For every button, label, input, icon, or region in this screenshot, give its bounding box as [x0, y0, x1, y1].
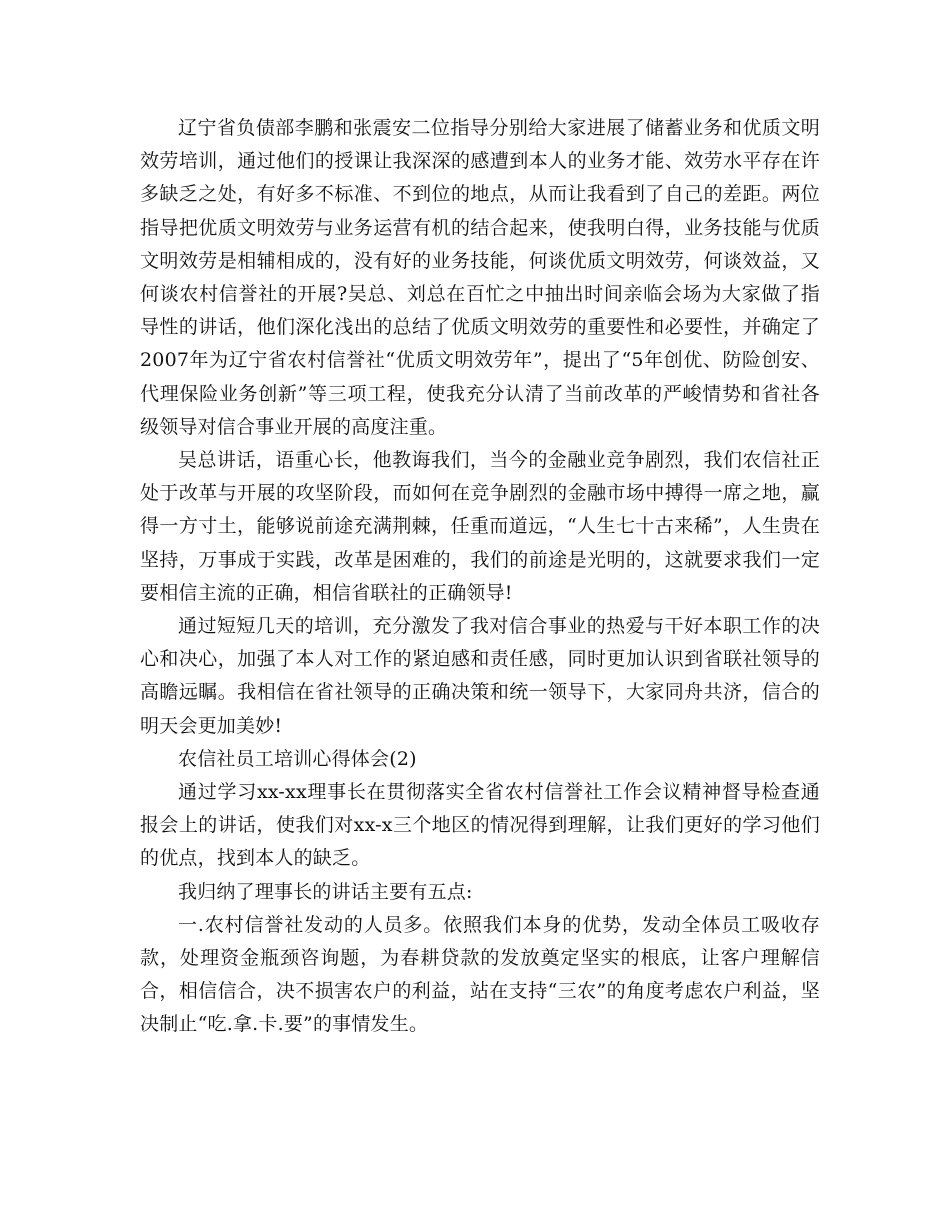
paragraph-point-one: 一.农村信誉社发动的人员多。依照我们本身的优势，发动全体员工吸收存款，处理资金瓶颈咨询题，为春耕贷款的发放奠定坚实的根底，让客户理解信合，相信信合，决不损害农户的利益，站在支持“三农”的角度考虑农户利益，坚决制止“吃.拿.卡.要”的事情发生。	[140, 913, 820, 1036]
paragraph-wu-speech: 吴总讲话，语重心长，他教诲我们，当今的金融业竞争剧烈，我们农信社正处于改革与开展的攻坚阶段，而如何在竞争剧烈的金融市场中搏得一席之地，赢得一方寸土，能够说前途充满荆棘，任重而道远，“人生七十古来稀”，人生贵在坚持，万事成于实践，改革是困难的，我们的前途是光明的，这就要求我们一定要相信主流的正确，相信省联社的正确领导!	[140, 449, 820, 604]
paragraph-training-effect: 通过短短几天的培训，充分激发了我对信合事业的热爱与干好本职工作的决心和决心，加强了本人对工作的紧迫感和责任感，同时更加认识到省联社领导的高瞻远瞩。我相信在省社领导的正确决策和统一领导下，大家同舟共济，信合的明天会更加美妙!	[140, 615, 820, 737]
paragraph-study-report: 通过学习xx-xx理事长在贯彻落实全省农村信誉社工作会议精神督导检查通报会上的讲话，使我们对xx-x三个地区的情况得到理解，让我们更好的学习他们的优点，找到本人的缺乏。	[140, 781, 820, 870]
paragraph-summary-intro: 我归纳了理事长的讲话主要有五点:	[178, 880, 473, 903]
paragraph-training-overview: 辽宁省负债部李鹏和张震安二位指导分别给大家进展了储蓄业务和优质文明效劳培训，通过他们的授课让我深深的感遭到本人的业务才能、效劳水平存在许多缺乏之处，有好多不标准、不到位的地点，从而让我看到了自己的差距。两位指导把优质文明效劳与业务运营有机的结合起来，使我明白得，业务技能与优质文明效劳是相辅相成的，没有好的业务技能，何谈优质文明效劳，何谈效益，又何谈农村信誉社的开展?吴总、刘总在百忙之中抽出时间亲临会场为大家做了指导性的讲话，他们深化浅出的总结了优质文明效劳的重要性和必要性，并确定了2007年为辽宁省农村信誉社“优质文明效劳年”，提出了“5年创优、防险创安、代理保险业务创新”等三项工程，使我充分认清了当前改革的严峻情势和省社各级领导对信合事业开展的高度注重。	[140, 117, 820, 438]
section-heading: 农信社员工培训心得体会(2)	[178, 747, 417, 770]
document-page	[140, 112, 820, 1042]
